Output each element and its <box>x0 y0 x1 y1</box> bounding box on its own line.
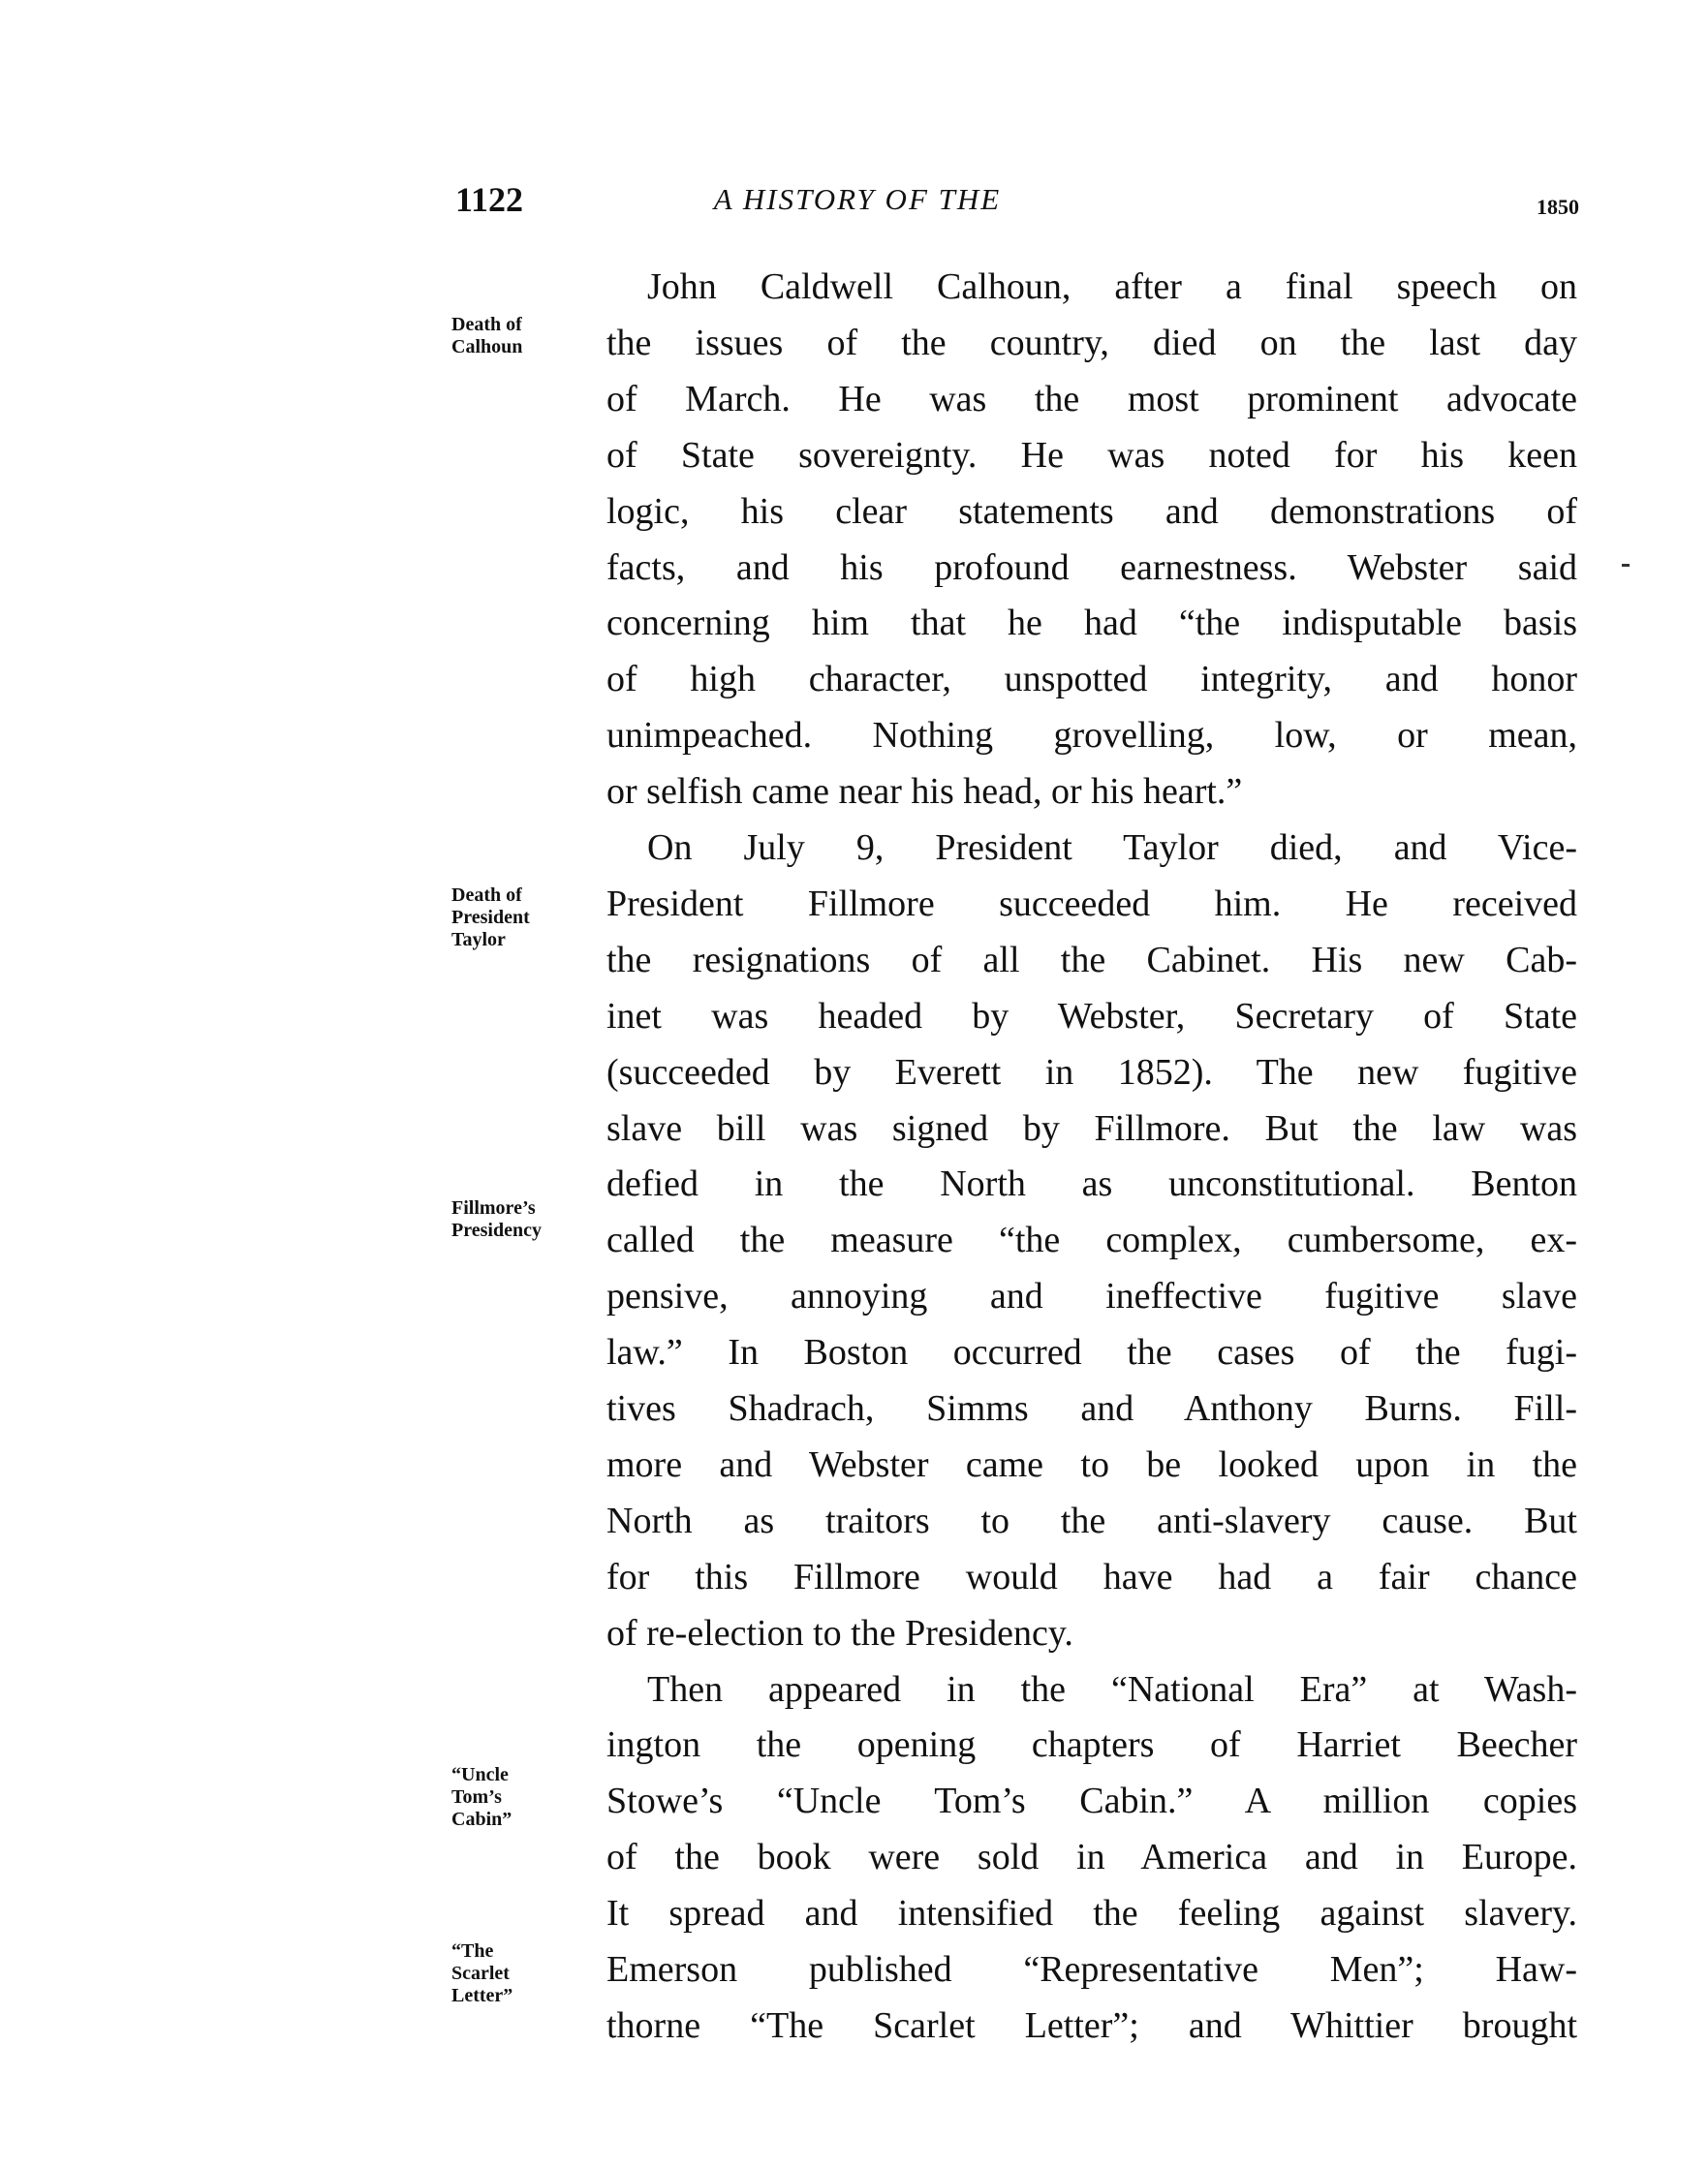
text-line: or selfish came near his head, or his heart.” <box>606 771 1243 813</box>
text-line: John Caldwell Calhoun, after a final speech on <box>647 266 1577 307</box>
text-line: of re-election to the Presidency. <box>606 1612 1073 1654</box>
margin-note-line: Fillmore’s <box>451 1197 536 1219</box>
margin-note-line: Scarlet <box>451 1963 510 1984</box>
text-line: It spread and intensified the feeling against slavery. <box>606 1893 1577 1935</box>
text-line: North as traitors to the anti-slavery cause. But <box>606 1500 1577 1541</box>
running-title: A HISTORY OF THE <box>713 182 1002 216</box>
text-line: Then appeared in the “National Era” at Wash- <box>647 1668 1577 1710</box>
text-line: facts, and his profound earnestness. Webster said <box>606 546 1577 588</box>
text-line: called the measure “the complex, cumbersome, ex- <box>606 1220 1577 1261</box>
text-line: On July 9, President Taylor died, and Vice- <box>647 827 1577 868</box>
text-line: defied in the North as unconstitutional. Benton <box>606 1163 1577 1205</box>
margin-note-line: Tom’s <box>451 1786 502 1808</box>
margin-note <box>451 1197 542 1242</box>
margin-note-line: Taylor <box>451 929 506 950</box>
margin-note <box>451 1764 512 1831</box>
text-line: (succeeded by Everett in 1852). The new fugitive <box>606 1051 1577 1093</box>
text-line: tives Shadrach, Simms and Anthony Burns. Fill- <box>606 1388 1577 1429</box>
margin-note-line: Cabin” <box>451 1809 512 1830</box>
text-line: ington the opening chapters of Harriet Beecher <box>606 1724 1577 1766</box>
text-line: concerning him that he had “the indisputable basis <box>606 603 1577 644</box>
margin-note <box>451 1940 512 2007</box>
text-line: Stowe’s “Uncle Tom’s Cabin.” A million copies <box>606 1781 1577 1822</box>
margin-note-line: “The <box>451 1940 494 1962</box>
text-line: of the book were sold in America and in Europe. <box>606 1837 1577 1878</box>
text-line: the issues of the country, died on the last day <box>606 322 1577 363</box>
margin-mark <box>1622 564 1630 567</box>
margin-note-line: “Uncle <box>451 1764 509 1785</box>
text-line: the resignations of all the Cabinet. His new Cab- <box>606 939 1577 980</box>
text-line: law.” In Boston occurred the cases of the fugi- <box>606 1332 1577 1374</box>
text-line: of March. He was the most prominent advocate <box>606 378 1577 419</box>
margin-note-line: Calhoun <box>451 336 523 357</box>
margin-note-line: Death of <box>451 884 522 906</box>
text-line: inet was headed by Webster, Secretary of State <box>606 995 1577 1037</box>
text-line: of high character, unspotted integrity, and honor <box>606 659 1577 700</box>
text-line: slave bill was signed by Fillmore. But the law was <box>606 1107 1577 1149</box>
text-line: Emerson published “Representative Men”; Haw- <box>606 1949 1577 1990</box>
text-line: for this Fillmore would have had a fair chance <box>606 1556 1577 1597</box>
margin-note-line: Death of <box>451 314 522 335</box>
margin-note <box>451 884 530 951</box>
text-line: unimpeached. Nothing grovelling, low, or mean, <box>606 715 1577 757</box>
running-year: 1850 <box>1537 195 1579 219</box>
text-line: more and Webster came to be looked upon in the <box>606 1443 1577 1485</box>
text-line: logic, his clear statements and demonstrations of <box>606 490 1577 532</box>
text-line: of State sovereignty. He was noted for his keen <box>606 434 1577 476</box>
text-line: pensive, annoying and ineffective fugitive slave <box>606 1276 1577 1318</box>
margin-note-line: President <box>451 907 530 928</box>
margin-note-line: Letter” <box>451 1985 513 2006</box>
margin-note-line: Presidency <box>451 1220 542 1241</box>
page-number: 1122 <box>455 180 524 219</box>
text-line: thorne “The Scarlet Letter”; and Whittier brought <box>606 2004 1577 2046</box>
text-line: President Fillmore succeeded him. He received <box>606 883 1577 924</box>
margin-note <box>451 314 522 358</box>
